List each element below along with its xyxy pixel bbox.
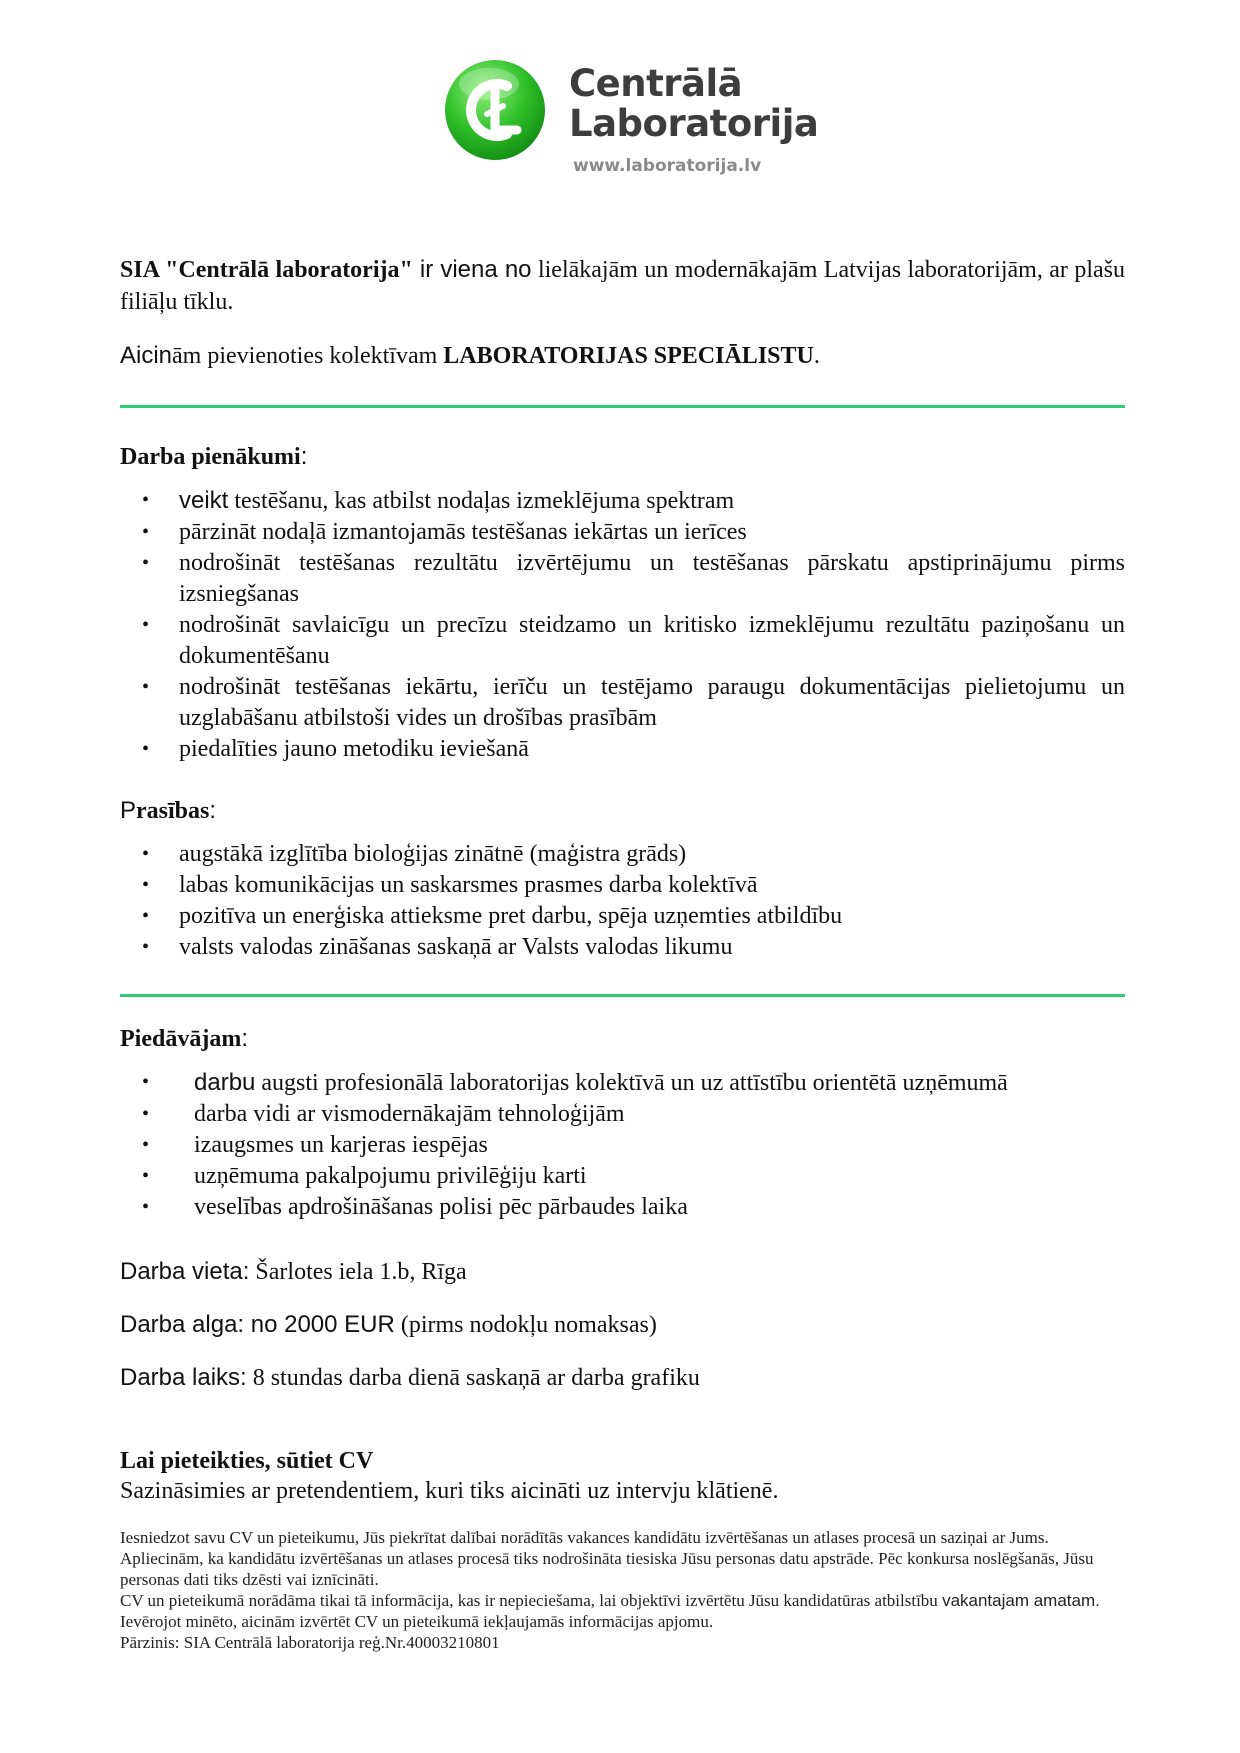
offer-heading: Piedāvājam: — [120, 1025, 248, 1052]
list-item: • uzņēmuma pakalpojumu privilēģiju karti — [120, 1161, 1125, 1192]
list-item: • piedalīties jauno metodiku ieviešanā — [120, 734, 1125, 765]
footer-paragraph: Iesniedzot savu CV un pieteikumu, Jūs piekrītat dalībai norādītās vakances kandidātu izvērtēšanas un atlases procesā un saziņai ar Jums. — [120, 1528, 1049, 1547]
apply-subtitle: Sazināsimies ar pretendentiem, kuri tiks aicināti uz intervju klātienē. — [120, 1478, 779, 1504]
list-item: • nodrošināt savlaicīgu un precīzu steidzamo un kritisko izmeklējumu rezultātu paziņošanu un dokumentēšanu — [120, 610, 1125, 672]
logo-url: www.laboratorija.lv — [573, 156, 762, 176]
list-item: • pozitīva un enerģiska attieksme pret darbu, spēja uzņemties atbildību — [120, 901, 1125, 932]
list-item: • augstākā izglītība bioloģijas zinātnē (maģistra grāds) — [120, 839, 1125, 870]
list-item: • nodrošināt testēšanas rezultātu izvērtējumu un testēšanas pārskatu apstiprinājumu pirms izsniegšanas — [120, 548, 1125, 610]
duties-heading: Darba pienākumi: — [120, 443, 308, 470]
divider-1 — [120, 405, 1125, 408]
privacy-footer — [120, 1527, 1125, 1653]
apply-title: Lai pieteikties, sūtiet CV — [120, 1448, 374, 1474]
list-item: • pārzināt nodaļā izmantojamās testēšanas iekārtas un ierīces — [120, 517, 1125, 548]
company-logo — [443, 58, 823, 188]
company-name: SIA "Centrālā laboratorija" — [120, 257, 413, 283]
list-item: • izaugsmes un karjeras iespējas — [120, 1130, 1125, 1161]
invite-paragraph: Aicinām pievienoties kolektīvam LABORATORIJAS SPECIĀLISTU. — [120, 342, 820, 369]
logo-wordmark: Centrālā Laboratorija — [569, 62, 819, 145]
intro-paragraph: SIA "Centrālā laboratorija" ir viena no lielākajām un modernākajām Latvijas laboratorijām, ar plašu filiāļu tīklu. — [120, 256, 1125, 315]
list-item: • nodrošināt testēšanas iekārtu, ierīču un testējamo paraugu dokumentācijas pielietojumu un uzglabāšanu atbilstoši vides un drošības prasībām — [120, 672, 1125, 734]
offer-list — [120, 1067, 1125, 1223]
position-title: LABORATORIJAS SPECIĀLISTU — [443, 343, 814, 369]
list-item: • veselības apdrošināšanas polisi pēc pārbaudes laika — [120, 1192, 1125, 1223]
footer-controller: Pārzinis: SIA Centrālā laboratorija reģ.Nr.40003210801 — [120, 1633, 500, 1652]
work-hours: Darba laiks: 8 stundas darba dienā saskaņā ar darba grafiku — [120, 1364, 700, 1391]
work-location: Darba vieta: Šarlotes iela 1.b, Rīga — [120, 1258, 467, 1285]
list-item: • veikt testēšanu, kas atbilst nodaļas izmeklējuma spektram — [120, 485, 1125, 517]
duties-list — [120, 485, 1125, 765]
list-item: • darbu augsti profesionālā laboratorijas kolektīvā un uz attīstību orientētā uzņēmumā — [120, 1067, 1125, 1099]
list-item: • darba vidi ar vismodernākajām tehnoloģijām — [120, 1099, 1125, 1130]
requirements-heading: Prasības: — [120, 797, 217, 824]
logo-circle-icon — [443, 58, 547, 162]
requirements-list — [120, 839, 1125, 963]
list-item: • labas komunikācijas un saskarsmes prasmes darba kolektīvā — [120, 870, 1125, 901]
footer-paragraph: Apliecinām, ka kandidātu izvērtēšanas un atlases procesā tiks nodrošināta tiesiska Jūsu personas datu apstrāde. Pēc konkursa noslēgšanās, Jūsu personas dati tiks dzēsti vai iznīcināti. — [120, 1549, 1094, 1589]
divider-2 — [120, 994, 1125, 997]
footer-paragraph: CV un pieteikumā norādāma tikai tā informācija, kas ir nepieciešama, lai objektīvi izvērtētu Jūsu kandidatūras atbilstību vakantajam amatam. Ievērojot minēto, aicinām izvērtēt CV un pieteikumā iekļaujamās informācijas apjomu. — [120, 1591, 1100, 1631]
list-item: • valsts valodas zināšanas saskaņā ar Valsts valodas likumu — [120, 932, 1125, 963]
work-salary: Darba alga: no 2000 EUR (pirms nodokļu nomaksas) — [120, 1311, 657, 1338]
